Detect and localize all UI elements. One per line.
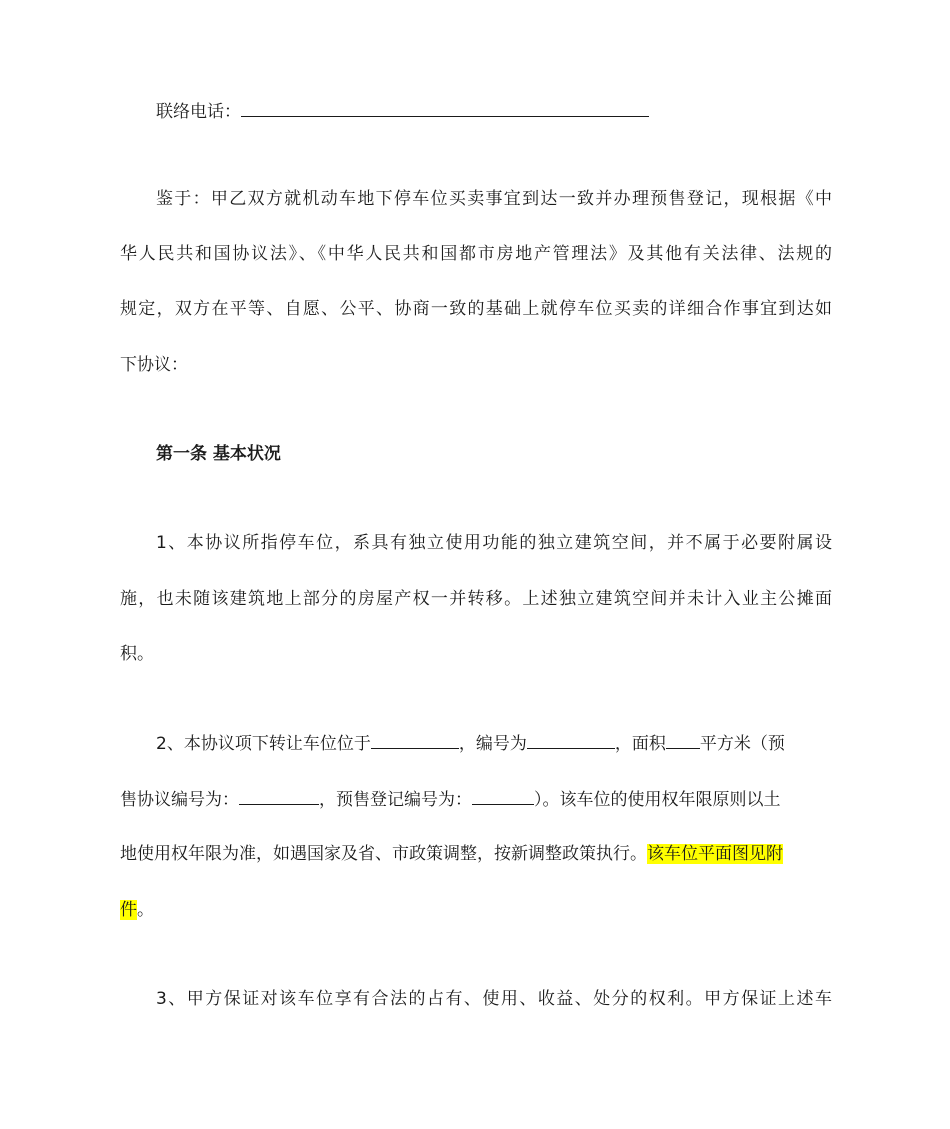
- clause-2-line-4: [120, 898, 832, 922]
- clause-1-line-2: 施，也未随该建筑地上部分的房屋产权一并转移。上述独立建筑空间并未计入业主公摊面: [120, 589, 832, 609]
- clause-2-line-3: [120, 842, 832, 866]
- area-blank: [666, 731, 700, 749]
- number-blank: [527, 731, 615, 749]
- location-blank: [371, 731, 459, 749]
- clause-2-text-i: 。: [137, 900, 154, 920]
- highlighted-text-end: 件: [120, 900, 137, 920]
- preamble-line-4: 下协议：: [120, 355, 188, 375]
- clause-2-line-2: [120, 787, 832, 812]
- clause-1-line-1: 1、本协议所指停车位，系具有独立使用功能的独立建筑空间，并不属于必要附属设: [156, 533, 832, 553]
- presale-contract-blank: [239, 787, 319, 805]
- article-1-title: 第一条 基本状况: [156, 444, 281, 464]
- phone-blank: [241, 99, 649, 117]
- clause-1-line-3: 积。: [120, 644, 154, 664]
- preamble-line-1: 鉴于：甲乙双方就机动车地下停车位买卖事宜到达一致并办理预售登记，现根据《中: [156, 189, 832, 209]
- clause-2-text-e: 售协议编号为：: [120, 790, 239, 810]
- clause-2-text-c: ，面积: [614, 734, 666, 754]
- clause-2-text-a: 2、本协议项下转让车位位于: [156, 734, 371, 754]
- presale-registration-blank: [472, 787, 534, 805]
- phone-line: [156, 99, 832, 124]
- preamble-line-3: 规定，双方在平等、自愿、公平、协商一致的基础上就停车位买卖的详细合作事宜到达如: [120, 299, 832, 319]
- phone-label: 联络电话：: [156, 102, 241, 122]
- highlighted-text: 该车位平面图见附: [647, 844, 783, 864]
- preamble-line-2: 华人民共和国协议法》、《中华人民共和国都市房地产管理法》及其他有关法律、法规的: [120, 244, 832, 264]
- clause-2-text-b: ，编号为: [458, 734, 527, 754]
- clause-3-line-1: 3、甲方保证对该车位享有合法的占有、使用、收益、处分的权利。甲方保证上述车: [156, 989, 832, 1009]
- clause-2-text-d: 平方米（预: [699, 734, 785, 754]
- clause-2-text-g: ）。该车位的使用权年限原则以土: [534, 790, 781, 810]
- clause-2-text-f: ，预售登记编号为：: [319, 790, 472, 810]
- clause-2-text-h: 地使用权年限为准，如遇国家及省、市政策调整，按新调整政策执行。: [120, 844, 647, 864]
- clause-2-line-1: [156, 731, 832, 756]
